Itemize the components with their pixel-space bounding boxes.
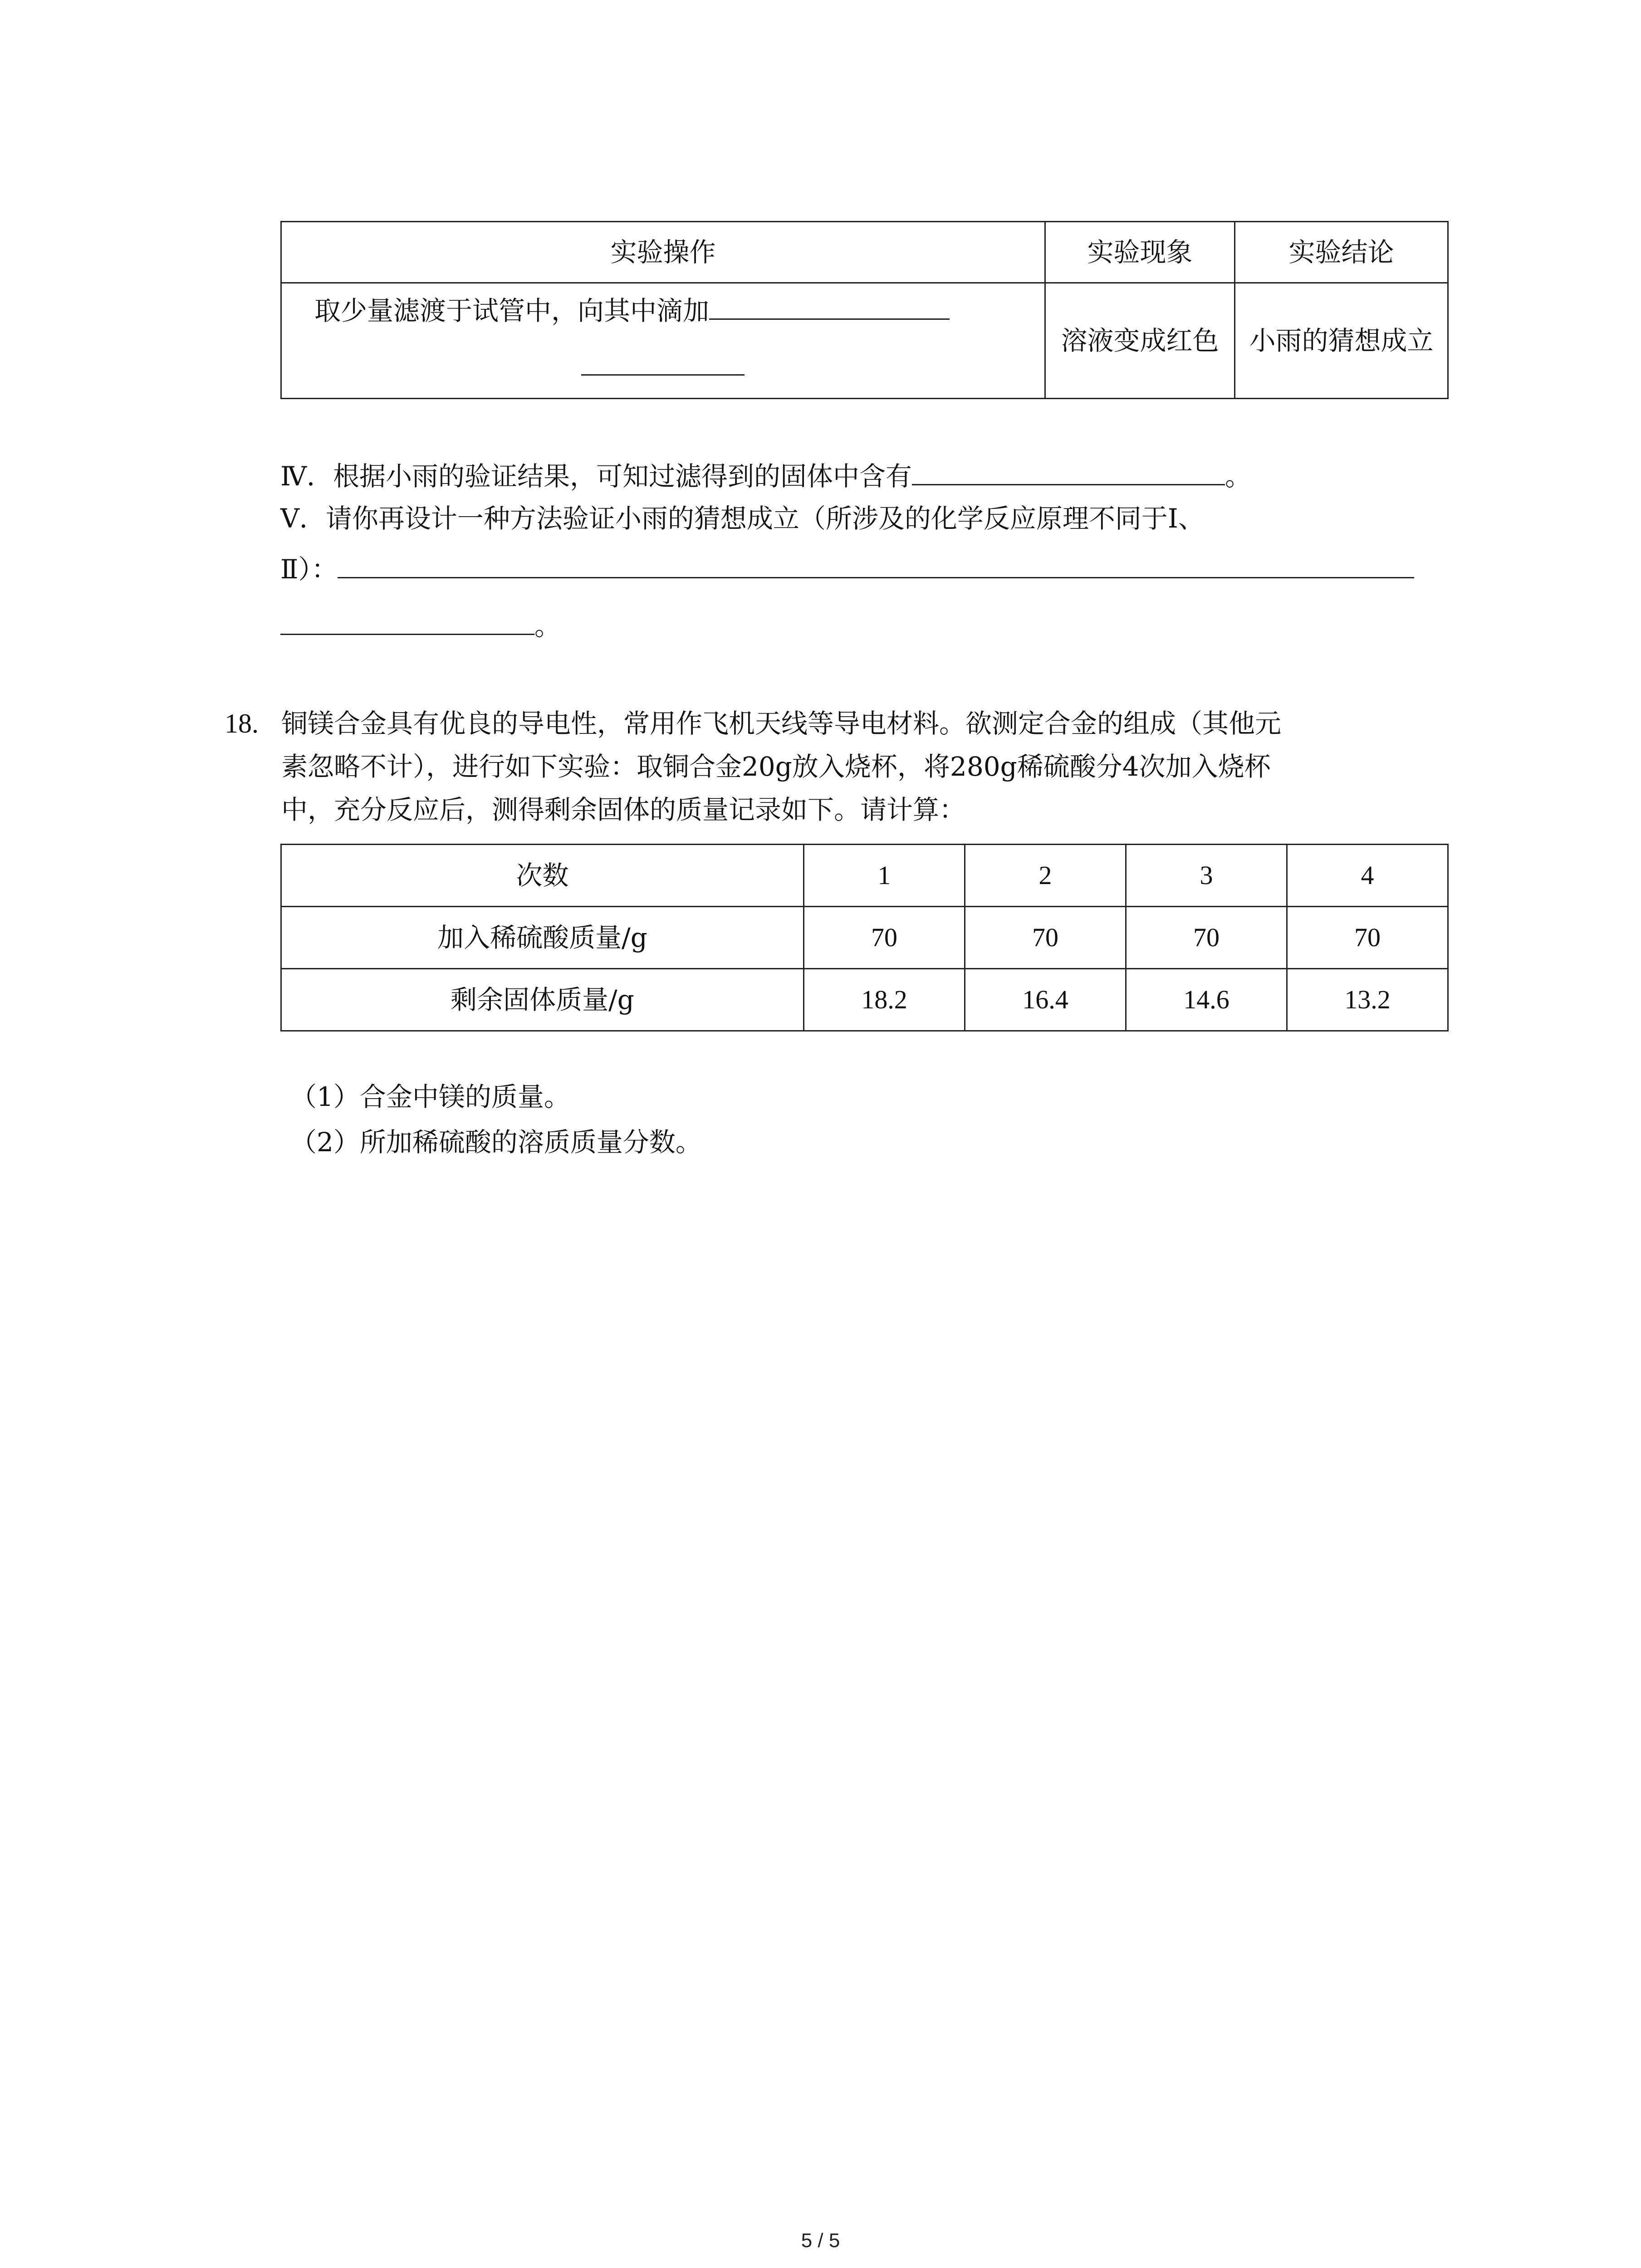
question-v-prefix: Ⅱ）： xyxy=(280,554,338,585)
problem-18-line1: 铜镁合金具有优良的导电性，常用作飞机天线等导电材料。欲测定合金的组成（其他元 xyxy=(281,708,1282,739)
cell-acid-2: 70 xyxy=(965,907,1126,969)
question-v-line3 xyxy=(280,608,561,644)
conclusion-text: 小雨的猜想成立 xyxy=(1249,325,1434,356)
data-table xyxy=(280,844,1449,1031)
problem-18-number: 18. xyxy=(225,709,259,738)
header-col-3: 3 xyxy=(1126,845,1287,907)
page-number: 5 / 5 xyxy=(801,2229,840,2252)
question-iv-end: 。 xyxy=(1225,461,1251,492)
conclusion-cell xyxy=(1235,283,1448,399)
problem-18-line3: 中，充分反应后，测得剩余固体的质量记录如下。请计算： xyxy=(281,794,966,825)
header-phenomenon: 实验现象 xyxy=(1045,222,1235,283)
experiment-table xyxy=(280,221,1449,399)
cell-solid-3: 14.6 xyxy=(1126,969,1287,1031)
answer-blank-solids[interactable] xyxy=(912,484,1225,485)
cell-solid-1: 18.2 xyxy=(804,969,965,1031)
header-col-4: 4 xyxy=(1287,845,1448,907)
phenomenon-text: 溶液变成红色 xyxy=(1061,325,1219,356)
row-label-solid: 剩余固体质量/g xyxy=(281,969,804,1031)
question-v-end: 。 xyxy=(534,611,561,641)
answer-blank-reagent-cont[interactable] xyxy=(581,342,745,376)
row-label-acid: 加入稀硫酸质量/g xyxy=(281,907,804,969)
question-v-line2 xyxy=(280,551,1414,587)
header-conclusion: 实验结论 xyxy=(1235,222,1448,283)
cell-acid-3: 70 xyxy=(1126,907,1287,969)
table-header-row xyxy=(281,845,1448,907)
header-col-1: 1 xyxy=(804,845,965,907)
answer-blank-method-1[interactable] xyxy=(338,577,1414,578)
sub-question-1: （1）合金中镁的质量。 xyxy=(290,1081,570,1112)
cell-solid-2: 16.4 xyxy=(965,969,1126,1031)
question-iv xyxy=(280,458,1251,494)
cell-acid-4: 70 xyxy=(1287,907,1448,969)
header-count: 次数 xyxy=(281,845,804,907)
problem-18-line2: 素忽略不计），进行如下实验：取铜合金20g放入烧杯，将280g稀硫酸分4次加入烧杯 xyxy=(281,751,1271,782)
header-col-2: 2 xyxy=(965,845,1126,907)
operation-cell xyxy=(281,283,1045,399)
question-v-line1: Ⅴ．请你再设计一种方法验证小雨的猜想成立（所涉及的化学反应原理不同于Ⅰ、 xyxy=(280,503,1205,534)
cell-solid-4: 13.2 xyxy=(1287,969,1448,1031)
question-iv-text: Ⅳ．根据小雨的验证结果，可知过滤得到的固体中含有 xyxy=(280,461,912,492)
table-row xyxy=(281,907,1448,969)
sub-question-2: （2）所加稀硫酸的溶质质量分数。 xyxy=(290,1127,702,1158)
cell-acid-1: 70 xyxy=(804,907,965,969)
table-row xyxy=(281,969,1448,1031)
header-operation: 实验操作 xyxy=(281,222,1045,283)
answer-blank-method-2[interactable] xyxy=(280,634,534,635)
operation-text: 取少量滤渡于试管中，向其中滴加 xyxy=(314,295,710,326)
phenomenon-cell xyxy=(1045,283,1235,399)
answer-blank-reagent[interactable] xyxy=(709,318,950,320)
